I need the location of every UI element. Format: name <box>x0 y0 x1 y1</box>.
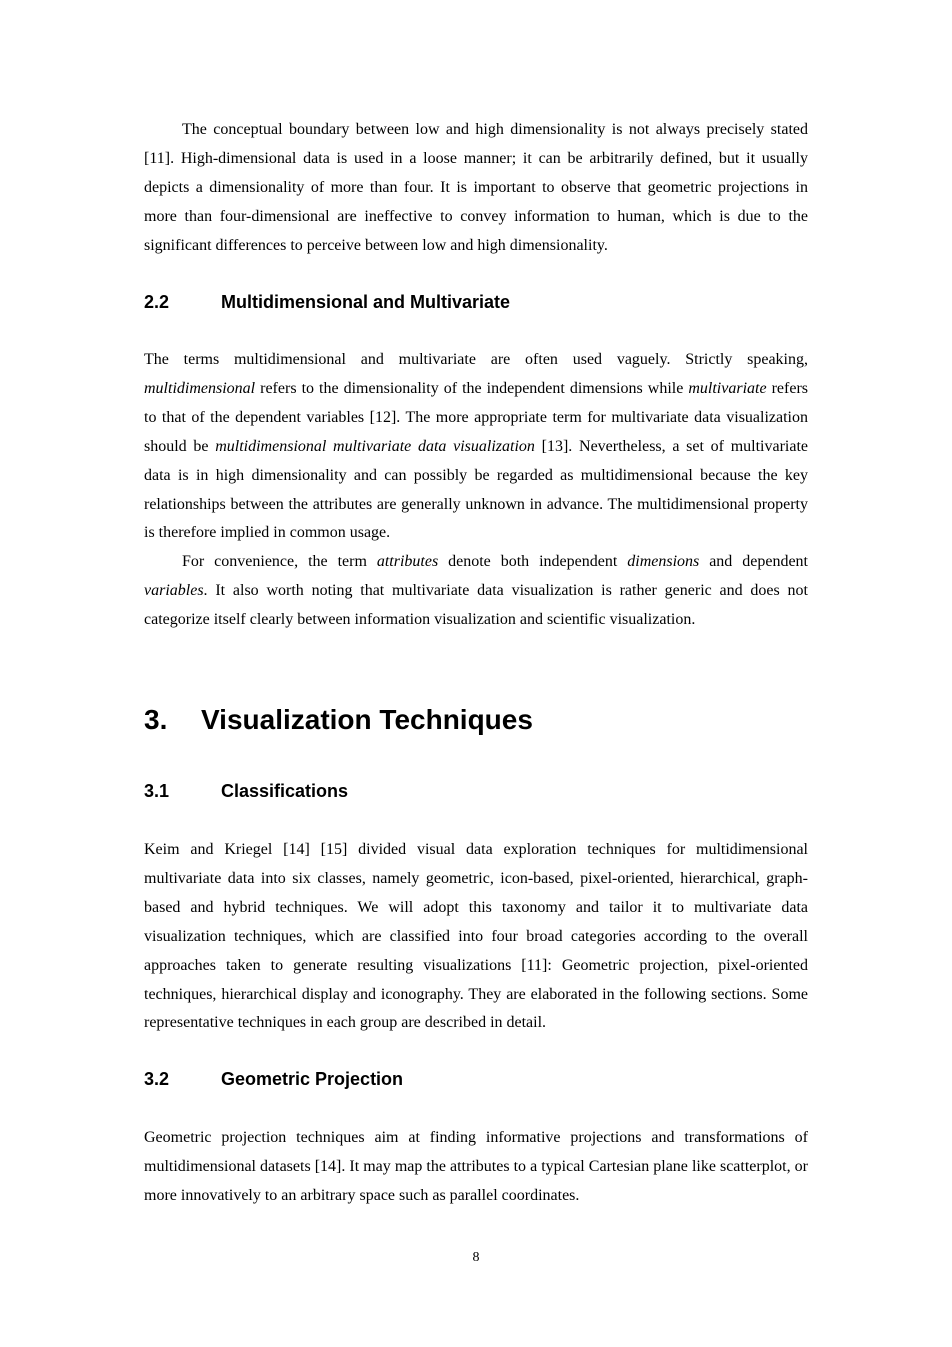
section-3-1-body <box>144 836 808 1038</box>
section-2-2-paragraph-1: The terms multidimensional and multivariate are often used vaguely. Strictly speaking, multidimensional refers to the dimensionality of the independent dimensions while multivariate refers to that of the dependent variables [12]. The more appropriate term for multivariate data visualization should be multidimensional multivariate data visualization [13]. Nevertheless, a set of multivariate data is in high dimensionality and can possibly be regarded as multidimensional because the key relationships between the attributes are generally unknown in advance. The multidimensional property is therefore implied in common usage. <box>144 351 809 542</box>
section-title: Multidimensional and Multivariate <box>221 292 511 312</box>
section-title: Classifications <box>221 781 349 801</box>
chapter-3-heading <box>144 704 533 736</box>
section-3-2-paragraph: Geometric projection techniques aim at finding informative projections and transformations of multidimensional datasets [14]. It may map the attributes to a typical Cartesian plane like scatterplot, or more innovatively to an arbitrary space such as parallel coordinates. <box>144 1129 808 1204</box>
chapter-number: 3. <box>144 704 168 735</box>
section-2-2-paragraph-2: For convenience, the term attributes denote both independent dimensions and dependent variables. It also worth noting that multivariate data visualization is rather generic and does not categorize itself clearly between information visualization and scientific visualization. <box>144 553 808 629</box>
intro-paragraph-block <box>144 116 808 261</box>
section-title: Geometric Projection <box>221 1069 404 1089</box>
page-number: 8 <box>472 1250 480 1265</box>
section-number: 3.1 <box>144 781 170 801</box>
chapter-title: Visualization Techniques <box>201 704 533 735</box>
section-3-1-heading <box>144 781 348 802</box>
section-2-2-body <box>144 346 808 635</box>
section-3-1-paragraph: Keim and Kriegel [14] [15] divided visual data exploration techniques for multidimensional multivariate data into six classes, namely geometric, icon-based, pixel-oriented, hierarchical, graph-based and hybrid techniques. We will adopt this taxonomy and tailor it to multivariate data visualization techniques, which are classified into four broad categories according to the overall approaches taken to generate resulting visualizations [11]: Geometric projection, pixel-oriented techniques, hierarchical display and iconography. They are elaborated in the following sections. Some representative techniques in each group are described in detail. <box>144 841 808 1032</box>
section-3-2-heading <box>144 1069 403 1090</box>
section-number: 2.2 <box>144 292 170 312</box>
section-number: 3.2 <box>144 1069 170 1089</box>
section-3-2-body <box>144 1124 808 1211</box>
intro-paragraph: The conceptual boundary between low and high dimensionality is not always precisely stated [11]. High-dimensional data is used in a loose manner; it can be arbitrarily defined, but it usually depicts a dimensionality of more than four. It is important to observe that geometric projections in more than four-dimensional are ineffective to convey information to human, which is due to the significant differences to perceive between low and high dimensionality. <box>144 121 808 254</box>
section-2-2-heading <box>144 292 510 313</box>
